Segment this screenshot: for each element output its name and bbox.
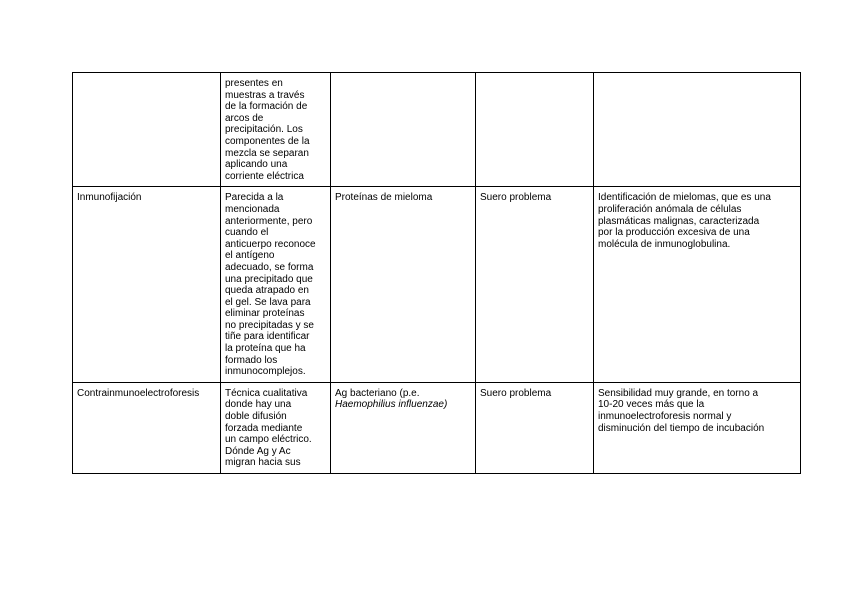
description-line: presentes en	[225, 78, 283, 89]
description-line: Técnica cualitativa	[225, 387, 308, 399]
description-line: muestras a través	[225, 89, 305, 101]
description-line: precipitación. Los	[225, 124, 303, 136]
technique-cell: Contrainmunoelectroforesis	[73, 382, 221, 473]
substrate-line: Ag bacteriano (p.e.	[335, 387, 420, 399]
sample-cell: Suero problema	[476, 382, 594, 473]
description-line: Dónde Ag y Ac	[225, 445, 291, 457]
description-line: queda atrapado en	[225, 285, 309, 297]
description-line: mencionada	[225, 203, 280, 215]
application-cell	[594, 382, 801, 473]
application-line: Identificación de mielomas, que es una	[598, 192, 771, 204]
table-row	[73, 187, 801, 383]
technique-cell: Inmunofijación	[73, 187, 221, 383]
application-line: proliferación anómala de células	[598, 203, 742, 215]
description-line: una precipitado que	[225, 273, 313, 285]
description-line: el antígeno	[225, 250, 275, 262]
description-line: eliminar proteínas	[225, 308, 305, 320]
description-line: cuando el	[225, 227, 269, 239]
application-line: disminución del tiempo de incubación	[598, 422, 765, 434]
table-row	[73, 382, 801, 473]
description-cell	[221, 73, 331, 187]
description-line: donde hay una	[225, 399, 292, 411]
description-line: arcos de	[225, 112, 264, 124]
application-line: plasmáticas malignas, caracterizada	[598, 215, 760, 227]
description-line: la proteína que ha	[225, 343, 306, 355]
description-line: adecuado, se forma	[225, 261, 314, 273]
description-line: mezcla se separan	[225, 147, 309, 159]
substrate-species-line: Haemophilius influenzae)	[335, 399, 448, 411]
description-line: tiñe para identificar	[225, 331, 310, 343]
description-line: aplicando una	[225, 159, 288, 171]
description-line: Parecida a la	[225, 192, 284, 204]
application-cell	[594, 187, 801, 383]
substrate-cell	[331, 73, 476, 187]
application-cell	[594, 73, 801, 187]
sample-cell	[476, 73, 594, 187]
application-line: inmunoelectroforesis normal y	[598, 411, 732, 423]
technique-cell	[73, 73, 221, 187]
description-line: componentes de la	[225, 135, 310, 147]
description-cell	[221, 187, 331, 383]
description-line: inmunocomplejos.	[225, 366, 306, 378]
application-line: Sensibilidad muy grande, en torno a	[598, 387, 759, 399]
description-line: formado los	[225, 354, 278, 366]
sample-cell: Suero problema	[476, 187, 594, 383]
description-line: migran hacia sus	[225, 457, 301, 469]
description-line: anteriormente, pero	[225, 215, 313, 227]
description-line: un campo eléctrico.	[225, 434, 312, 446]
description-line: doble difusión	[225, 411, 287, 423]
description-line: anticuerpo reconoce	[225, 238, 316, 250]
application-line: por la producción excesiva de una	[598, 227, 750, 239]
substrate-cell: Proteínas de mieloma	[331, 187, 476, 383]
description-line: el gel. Se lava para	[225, 296, 311, 308]
description-line: de la formación de	[225, 101, 308, 113]
substrate-cell	[331, 382, 476, 473]
table-row	[73, 73, 801, 187]
application-line: 10-20 veces más que la	[598, 399, 705, 411]
description-line: no precipitadas y se	[225, 319, 314, 331]
description-cell	[221, 382, 331, 473]
description-line: corriente eléctrica	[225, 170, 304, 182]
description-line: forzada mediante	[225, 422, 303, 434]
techniques-table	[72, 72, 801, 474]
application-line: molécula de inmunoglobulina.	[598, 238, 731, 250]
